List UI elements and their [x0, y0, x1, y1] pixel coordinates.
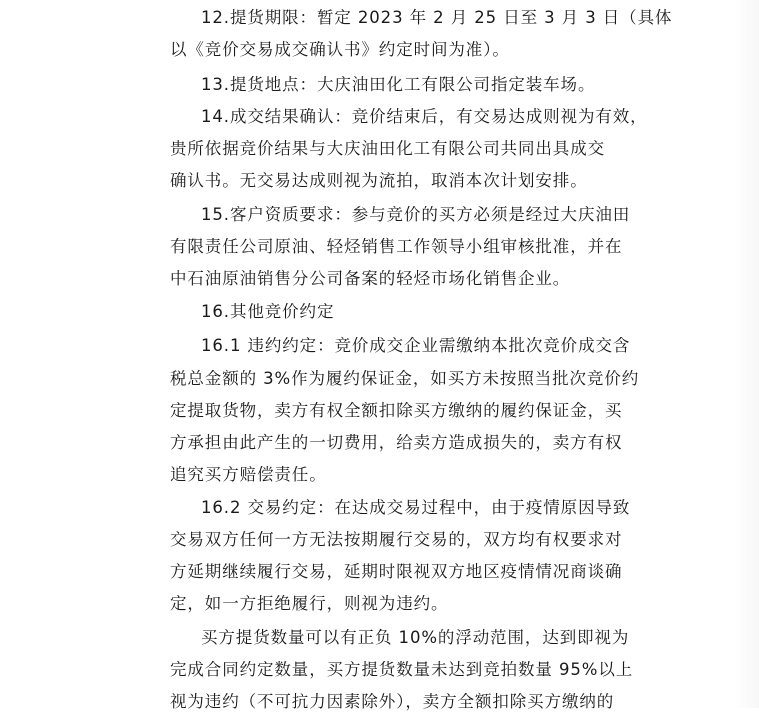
- text-line: 方承担由此产生的一切费用，给卖方造成损失的，卖方有权: [170, 433, 623, 452]
- text-line: 视为违约（不可抗力因素除外），卖方全额扣除买方缴纳的: [170, 692, 615, 711]
- text-line: 16.2 交易约定：在达成交易过程中，由于疫情原因导致: [201, 498, 631, 517]
- text-line: 定，如一方拒绝履行，则视为违约。: [170, 594, 449, 613]
- text-line: 税总金额的 3%作为履约保证金，如买方未按照当批次竞价约: [170, 369, 640, 388]
- text-line: 交易双方任何一方无法按期履行交易的，双方均有权要求对: [170, 530, 623, 549]
- text-line: 买方提货数量可以有正负 10%的浮动范围，达到即视为: [201, 628, 630, 647]
- text-line: 定提取货物，卖方有权全额扣除买方缴纳的履约保证金，买: [170, 401, 623, 420]
- section-heading: 16.其他竞价约定: [201, 302, 335, 321]
- text-line: 13.提货地点：大庆油田化工有限公司指定装车场。: [201, 75, 596, 94]
- text-line: 追究买方赔偿责任。: [170, 465, 327, 484]
- page-edge: [735, 0, 759, 708]
- text-line: 12.提货期限：暂定 2023 年 2 月 25 日至 3 月 3 日（具体: [201, 8, 673, 27]
- text-line: 16.1 违约约定：竞价成交企业需缴纳本批次竞价成交含: [201, 336, 631, 355]
- text-line: 14.成交结果确认：竞价结束后，有交易达成则视为有效，: [201, 107, 648, 126]
- text-line: 以《竞价交易成交确认书》约定时间为准）。: [170, 40, 510, 59]
- text-line: 有限责任公司原油、轻烃销售工作领导小组审核批准，并在: [170, 237, 623, 256]
- text-line: 贵所依据竞价结果与大庆油田化工有限公司共同出具成交: [170, 139, 605, 158]
- text-line: 15.客户资质要求：参与竞价的买方必须是经过大庆油田: [201, 205, 631, 224]
- text-line: 方延期继续履行交易，延期时限视双方地区疫情情况商谈确: [170, 562, 623, 581]
- text-line: 中石油原油销售分公司备案的轻烃市场化销售企业。: [170, 269, 571, 288]
- text-line: 确认书。无交易达成则视为流拍，取消本次计划安排。: [170, 171, 588, 190]
- text-line: 完成合同约定数量，买方提货数量未达到竞拍数量 95%以上: [170, 660, 634, 679]
